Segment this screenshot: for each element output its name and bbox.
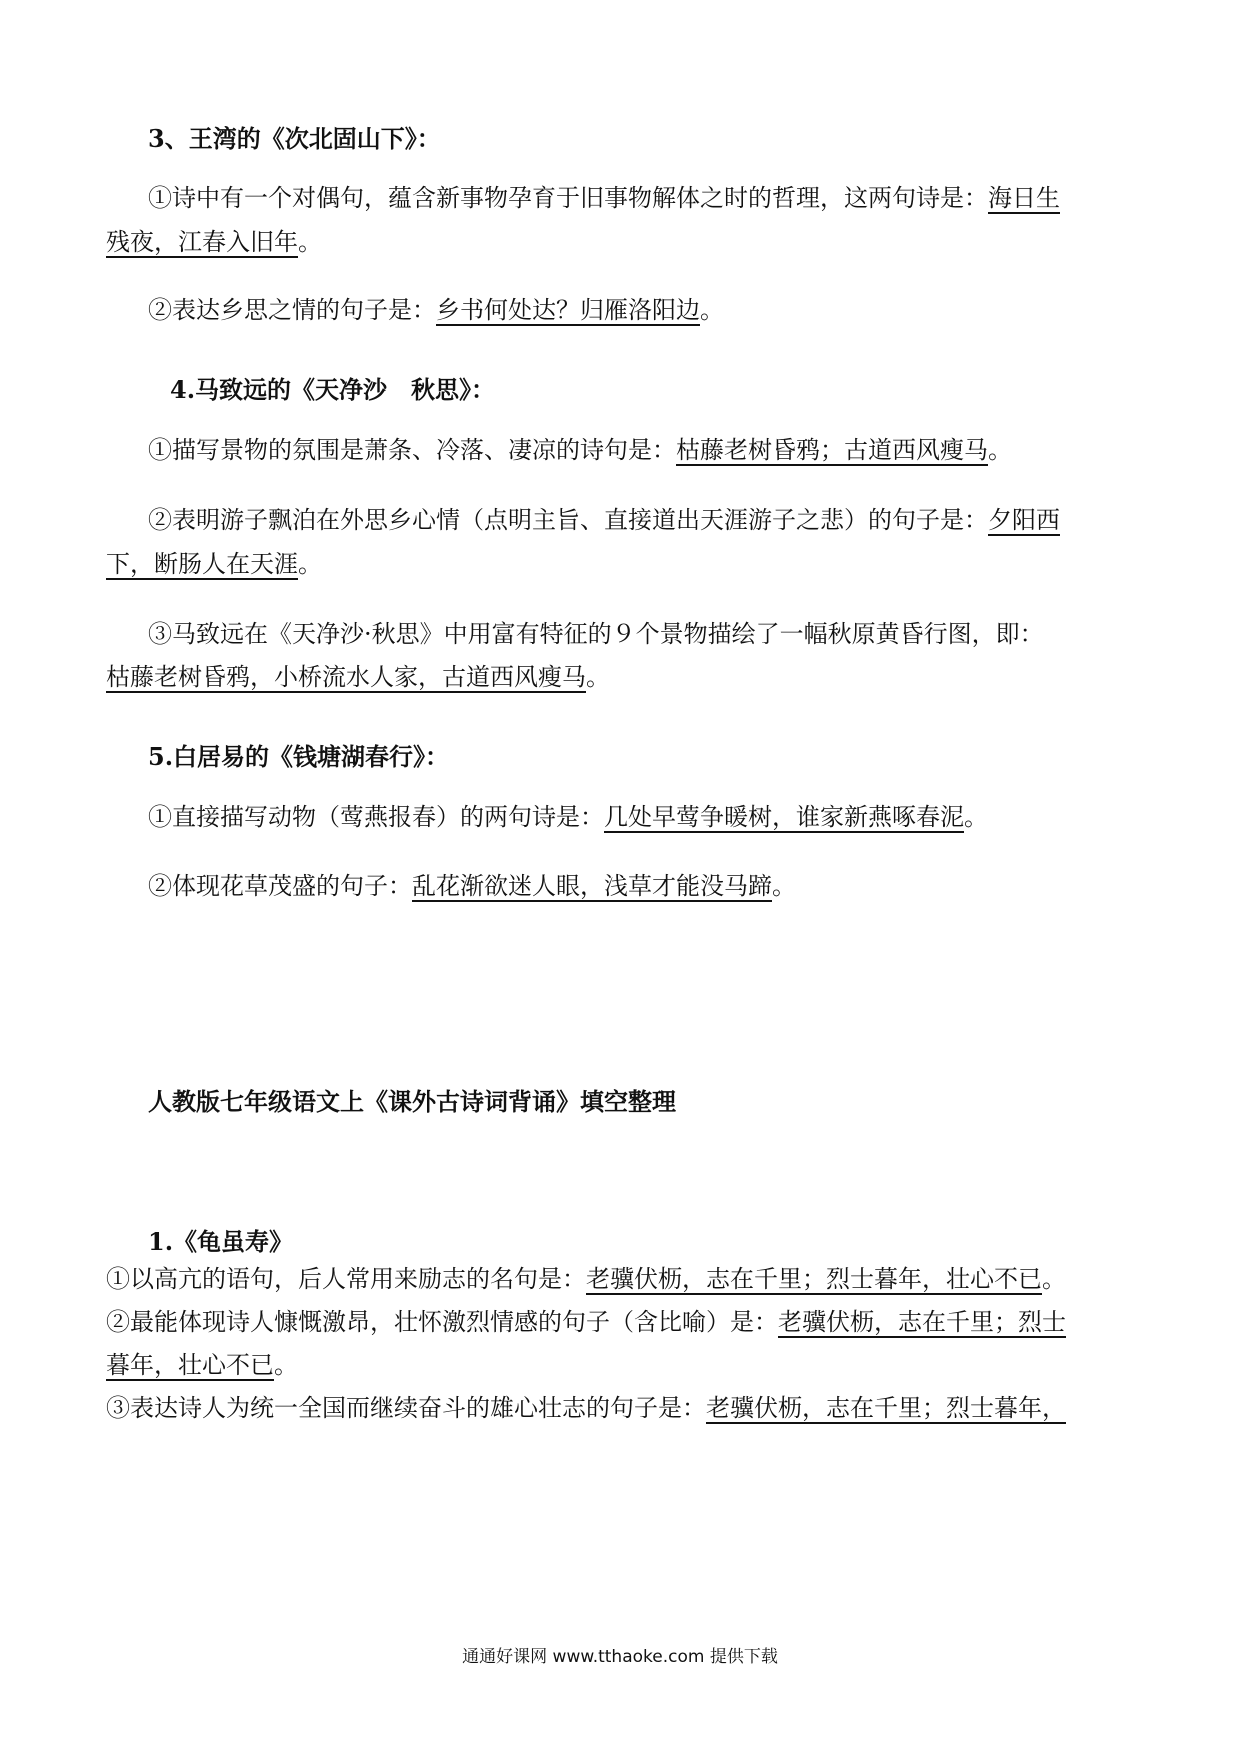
gui-q1-prefix: ①以高亢的语句，后人常用来励志的名句是： [106, 1265, 586, 1293]
section3-q1-answer-part1: 海日生 [988, 184, 1060, 212]
section3-q2-answer: 乡书何处达？归雁洛阳边 [436, 296, 700, 324]
section3-q1-end: 。 [298, 228, 322, 256]
section4-title: 4.马致远的《天净沙 秋思》： [170, 375, 496, 404]
gui-title: 1.《龟虽寿》 [148, 1227, 294, 1256]
section4-q3-end: 。 [586, 663, 610, 691]
section3-q1-line2 [106, 230, 322, 254]
section4-q3-line1 [148, 622, 1044, 646]
section4-q3-prefix: ③马致远在《天净沙·秋思》中用富有特征的９个景物描绘了一幅秋原黄昏行图，即： [148, 620, 1044, 648]
section4-q1-end: 。 [988, 436, 1012, 464]
section4-q2-answer-part1: 夕阳西 [988, 506, 1060, 534]
section5-q1-answer: 几处早莺争暖树，谁家新燕啄春泥 [604, 803, 964, 831]
section5-q1-prefix: ①直接描写动物（莺燕报春）的两句诗是： [148, 803, 604, 831]
section4-q3-line2 [106, 665, 610, 689]
section3-q1-prefix: ①诗中有一个对偶句，蕴含新事物孕育于旧事物解体之时的哲理，这两句诗是： [148, 184, 988, 212]
section3-q2-end: 。 [700, 296, 724, 324]
section4-q2-prefix: ②表明游子飘泊在外思乡心情（点明主旨、直接道出天涯游子之悲）的句子是： [148, 506, 988, 534]
section5-title: 5.白居易的《钱塘湖春行》： [148, 742, 450, 771]
gui-q3-prefix: ③表达诗人为统一全国而继续奋斗的雄心壮志的句子是： [106, 1394, 706, 1422]
gui-q2-line2 [106, 1353, 298, 1377]
gui-q1 [106, 1267, 1066, 1291]
section5-q1-end: 。 [964, 803, 988, 831]
section4-q1-answer: 枯藤老树昏鸦；古道西风瘦马 [676, 436, 988, 464]
main-title: 人教版七年级语文上《课外古诗词背诵》填空整理 [148, 1087, 676, 1116]
section5-q1 [148, 805, 988, 829]
gui-q2-line1 [106, 1310, 1066, 1334]
section4-q2-line1 [148, 508, 1060, 532]
section3-q2-prefix: ②表达乡思之情的句子是： [148, 296, 436, 324]
gui-q2-prefix: ②最能体现诗人慷慨激昂，壮怀激烈情感的句子（含比喻）是： [106, 1308, 778, 1336]
gui-q2-end: 。 [274, 1351, 298, 1379]
gui-q3 [106, 1396, 1066, 1420]
gui-q1-answer: 老骥伏枥，志在千里；烈士暮年，壮心不已 [586, 1265, 1042, 1293]
section4-q2-end: 。 [298, 550, 322, 578]
section5-q2-answer: 乱花渐欲迷人眼，浅草才能没马蹄 [412, 872, 772, 900]
section3-q1-line1 [148, 186, 1060, 210]
section4-q3-answer: 枯藤老树昏鸦，小桥流水人家，古道西风瘦马 [106, 663, 586, 691]
gui-q2-answer-part2: 暮年，壮心不已 [106, 1351, 274, 1379]
section3-title: 3、王湾的《次北固山下》： [148, 124, 441, 153]
section3-q1-answer-part2: 残夜，江春入旧年 [106, 228, 298, 256]
section5-q2-end: 。 [772, 872, 796, 900]
gui-q2-answer-part1: 老骥伏枥，志在千里；烈士 [778, 1308, 1066, 1336]
gui-q3-answer: 老骥伏枥，志在千里；烈士暮年， [706, 1394, 1066, 1422]
section4-q1 [148, 438, 1012, 462]
section3-q2 [148, 298, 724, 322]
section4-q2-line2 [106, 552, 322, 576]
page-footer: 通通好课网 www.tthaoke.com 提供下载 [462, 1647, 778, 1667]
section4-q1-prefix: ①描写景物的氛围是萧条、冷落、凄凉的诗句是： [148, 436, 676, 464]
section4-q2-answer-part2: 下，断肠人在天涯 [106, 550, 298, 578]
section5-q2 [148, 874, 796, 898]
section5-q2-prefix: ②体现花草茂盛的句子： [148, 872, 412, 900]
gui-q1-end: 。 [1042, 1265, 1066, 1293]
